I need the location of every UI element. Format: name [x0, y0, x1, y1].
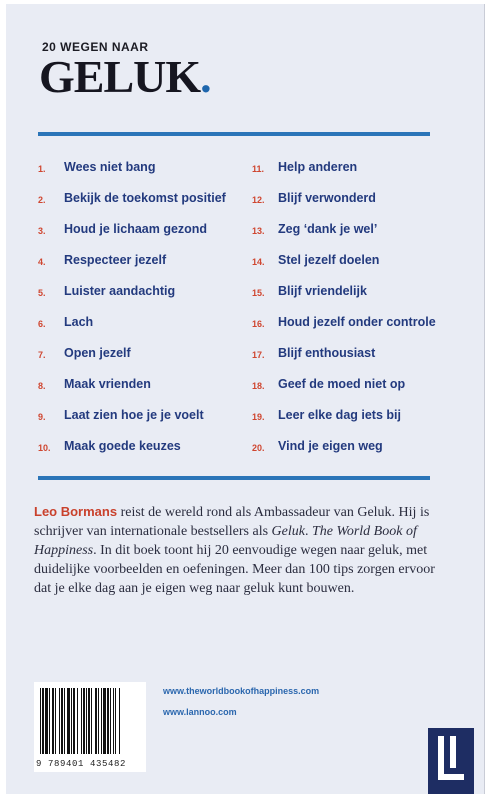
- lannoo-logo-icon: [428, 728, 474, 794]
- barcode: [34, 682, 146, 772]
- item-number: 16.: [252, 319, 265, 329]
- blurb-text: reist de wereld rond als Ambassadeur van Geluk. Hij is schrijver van internationale bestsellers als: [34, 505, 430, 539]
- item-number: 13.: [252, 226, 265, 236]
- website-link[interactable]: www.theworldbookofhappiness.com: [163, 686, 320, 696]
- item-number: 18.: [252, 381, 265, 391]
- barcode-icon: [38, 688, 142, 756]
- publisher-link[interactable]: www.lannoo.com: [163, 707, 237, 717]
- title-kicker: 20 WEGEN NAAR: [42, 40, 149, 54]
- item-text: Laat zien hoe je je voelt: [64, 408, 204, 422]
- item-text: Maak vrienden: [64, 377, 151, 391]
- item-text: Luister aandachtig: [64, 284, 176, 298]
- item-text: Help anderen: [278, 160, 358, 174]
- item-number: 3.: [38, 226, 46, 236]
- item-text: Wees niet bang: [64, 160, 156, 174]
- item-number: 20.: [252, 443, 265, 453]
- item-number: 2.: [38, 195, 46, 205]
- item-number: 1.: [38, 164, 46, 174]
- isbn-digits: 9 789401 435482: [36, 759, 127, 769]
- item-text: Blijf enthousiast: [278, 346, 376, 360]
- item-number: 12.: [252, 195, 265, 205]
- item-number: 5.: [38, 288, 46, 298]
- book-title-dot: .: [200, 51, 211, 102]
- url-block: [163, 684, 319, 726]
- item-text: Houd je lichaam gezond: [64, 222, 208, 236]
- item-text: Zeg ‘dank je wel’: [278, 222, 378, 236]
- item-number: 15.: [252, 288, 265, 298]
- item-text: Stel jezelf doelen: [278, 253, 380, 267]
- item-number: 11.: [252, 164, 265, 174]
- item-number: 7.: [38, 350, 46, 360]
- author-blurb: [34, 502, 444, 598]
- item-text: Blijf vriendelijk: [278, 284, 367, 298]
- author-name: Leo Bormans: [34, 504, 118, 519]
- book-title: [39, 51, 211, 102]
- bottom-divider: [38, 476, 430, 480]
- item-number: 19.: [252, 412, 265, 422]
- blurb-text-2: . In dit boek toont hij 20 eenvoudige wegen naar geluk, met duidelijke voorbeelden en oefeningen. Meer dan 100 tips zorgen ervoor dat je elke dag aan je eigen weg naar geluk kunt bouwen.: [34, 543, 435, 596]
- item-number: 14.: [252, 257, 265, 267]
- top-divider: [38, 132, 430, 136]
- item-text: Maak goede keuzes: [64, 439, 181, 453]
- item-text: Houd jezelf onder controle: [278, 315, 436, 329]
- book-title-geluk: Geluk: [271, 524, 305, 539]
- item-number: 6.: [38, 319, 46, 329]
- item-number: 9.: [38, 412, 46, 422]
- item-text: Lach: [64, 315, 94, 329]
- item-text: Geef de moed niet op: [278, 377, 406, 391]
- item-text: Leer elke dag iets bij: [278, 408, 401, 422]
- back-cover: [6, 4, 485, 794]
- item-text: Open jezelf: [64, 346, 131, 360]
- blurb-separator: .: [304, 524, 312, 539]
- item-text: Bekijk de toekomst positief: [64, 191, 226, 205]
- item-number: 17.: [252, 350, 265, 360]
- book-title-world-book: The World Book of Happiness: [34, 524, 417, 558]
- item-text: Blijf verwonderd: [278, 191, 376, 205]
- item-number: 4.: [38, 257, 46, 267]
- item-number: 8.: [38, 381, 46, 391]
- item-number: 10.: [38, 443, 51, 453]
- book-title-text: GELUK: [39, 51, 201, 102]
- item-text: Vind je eigen weg: [278, 439, 383, 453]
- item-text: Respecteer jezelf: [64, 253, 167, 267]
